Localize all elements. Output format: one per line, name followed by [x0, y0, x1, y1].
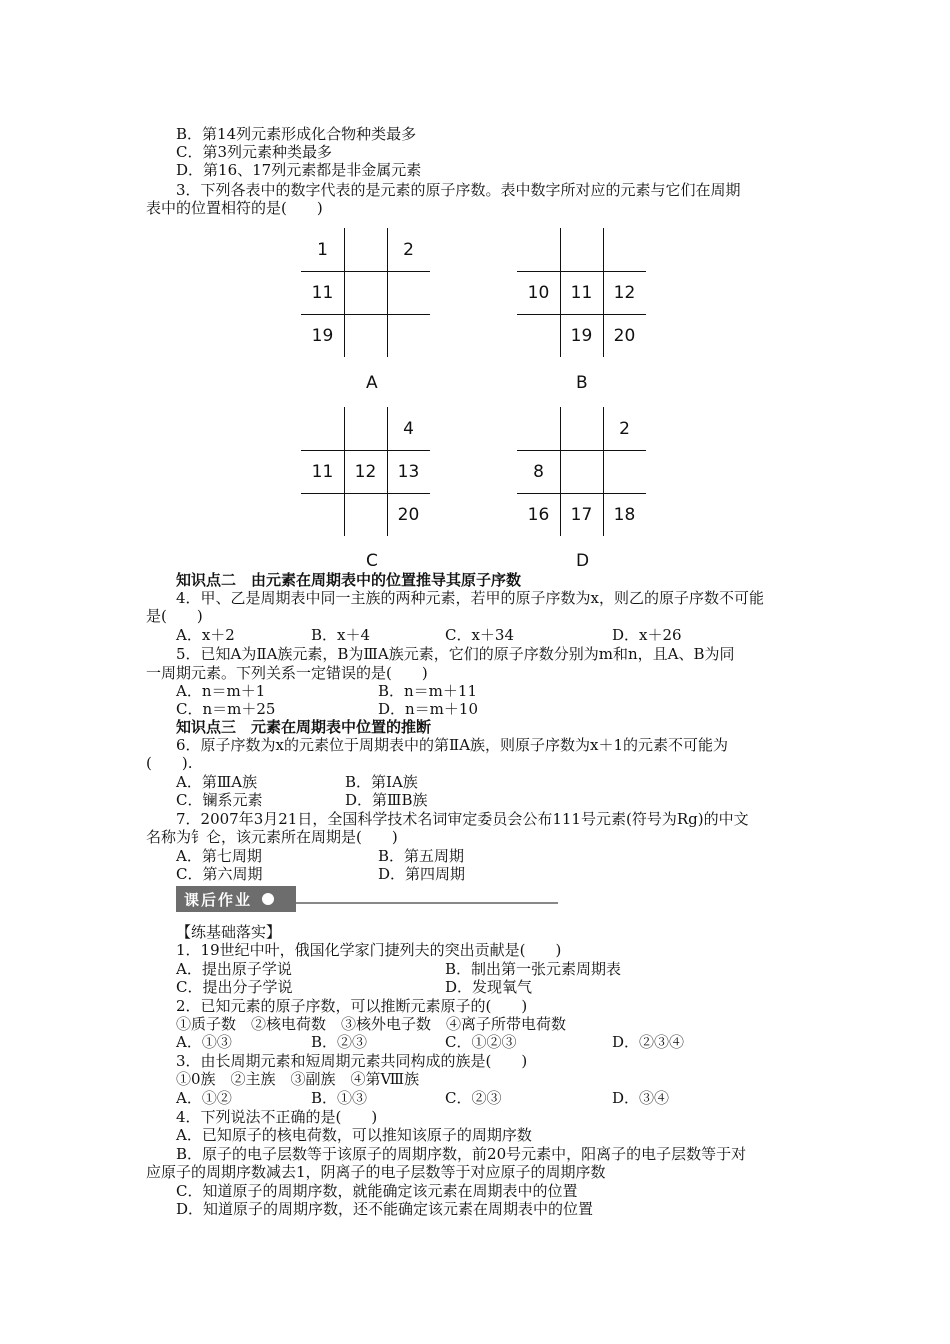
hw4-option-d: D．知道原子的周期序数，还不能确定该元素在周期表中的位置 — [176, 1200, 594, 1218]
table-cell: 19 — [311, 325, 334, 346]
q7-option-a: A．第七周期 — [176, 847, 262, 865]
table-cell: 17 — [570, 504, 593, 525]
question-6-stem: 6．原子序数为x的元素位于周期表中的第ⅡA族，则原子序数为x＋1的元素不可能为 — [176, 736, 729, 754]
section-4-heading: 【练基础落实】 — [176, 923, 282, 941]
section-2-heading: 知识点二 由元素在周期表中的位置推导其原子序数 — [176, 571, 522, 589]
q5-option-d: D．n＝m＋10 — [378, 700, 478, 718]
table-cell — [344, 407, 387, 450]
question-5-stem-cont: 一周期元素。下列关系一定错误的是( ) — [146, 664, 428, 682]
table-cell — [387, 314, 430, 357]
q4-option-a: A．x＋2 — [176, 626, 235, 644]
table-cell — [344, 271, 387, 314]
table-cell: 11 — [311, 282, 334, 303]
hw-question-2-items: ①质子数 ②核电荷数 ③核外电子数 ④离子所带电荷数 — [176, 1015, 567, 1033]
hw-question-3-items: ①0族 ②主族 ③副族 ④第Ⅷ族 — [176, 1070, 420, 1088]
table-cell: 2 — [403, 239, 414, 260]
hw3-option-a: A．①② — [176, 1089, 232, 1107]
divider — [296, 902, 558, 904]
periodic-table-a — [301, 228, 430, 357]
question-4-stem-cont: 是( ) — [146, 607, 203, 625]
table-cell — [387, 271, 430, 314]
table-cell — [301, 493, 344, 536]
table-cell: 11 — [311, 461, 334, 482]
table-d-label: D — [576, 551, 590, 571]
hw3-option-d: D．③④ — [612, 1089, 670, 1107]
table-cell: 20 — [613, 325, 636, 346]
option-c-text: C．第3列元素种类最多 — [176, 143, 333, 161]
table-cell: 20 — [397, 504, 420, 525]
question-4-stem: 4．甲、乙是周期表中同一主族的两种元素，若甲的原子序数为x，则乙的原子序数不可能 — [176, 589, 765, 607]
table-cell: 8 — [533, 461, 544, 482]
homework-banner — [176, 886, 296, 912]
table-cell — [517, 407, 560, 450]
table-cell: 18 — [613, 504, 636, 525]
table-cell: 1 — [317, 239, 328, 260]
periodic-table-d — [517, 407, 646, 536]
table-cell: 12 — [354, 461, 377, 482]
table-cell — [560, 228, 603, 271]
table-cell: 4 — [403, 418, 414, 439]
q6-option-b: B．第ⅠA族 — [345, 773, 418, 791]
table-cell — [344, 493, 387, 536]
table-cell: 11 — [570, 282, 593, 303]
table-cell: 12 — [613, 282, 636, 303]
hw2-option-b: B．②③ — [311, 1033, 368, 1051]
table-cell — [560, 407, 603, 450]
q6-option-a: A．第ⅢA族 — [176, 773, 258, 791]
table-cell — [603, 450, 646, 493]
question-3-stem: 3．下列各表中的数字代表的是元素的原子序数。表中数字所对应的元素与它们在周期 — [176, 181, 741, 199]
hw2-option-a: A．①③ — [176, 1033, 232, 1051]
question-6-stem-cont: ( ). — [146, 754, 193, 772]
question-7-stem: 7．2007年3月21日，全国科学技术名词审定委员会公布111号元素(符号为Rg)的中文 — [176, 810, 749, 828]
hw1-option-b: B．制出第一张元素周期表 — [445, 960, 622, 978]
table-cell: 10 — [527, 282, 550, 303]
hw-question-1-stem: 1．19世纪中叶，俄国化学家门捷列夫的突出贡献是( ) — [176, 941, 562, 959]
table-cell: 2 — [619, 418, 630, 439]
q7-option-d: D．第四周期 — [378, 865, 466, 883]
hw4-option-b-cont: 应原子的周期序数减去1，阴离子的电子层数等于对应原子的周期序数 — [146, 1163, 606, 1181]
hw4-option-b: B．原子的电子层数等于该原子的周期序数，前20号元素中，阳离子的电子层数等于对 — [176, 1145, 747, 1163]
table-cell — [560, 450, 603, 493]
question-7-stem-cont: 名称为钅仑，该元素所在周期是( ) — [146, 828, 398, 846]
q5-option-b: B．n＝m＋11 — [378, 682, 477, 700]
table-b-label: B — [576, 373, 588, 393]
hw-question-2-stem: 2．已知元素的原子序数，可以推断元素原子的( ) — [176, 997, 528, 1015]
table-cell — [603, 228, 646, 271]
q4-option-c: C．x＋34 — [445, 626, 515, 644]
hw1-option-a: A．提出原子学说 — [176, 960, 292, 978]
q4-option-d: D．x＋26 — [612, 626, 682, 644]
table-cell — [344, 228, 387, 271]
q5-option-c: C．n＝m＋25 — [176, 700, 276, 718]
q4-option-b: B．x＋4 — [311, 626, 371, 644]
hw4-option-c: C．知道原子的周期序数，就能确定该元素在周期表中的位置 — [176, 1182, 578, 1200]
table-cell — [301, 407, 344, 450]
q7-option-c: C．第六周期 — [176, 865, 263, 883]
q5-option-a: A．n＝m＋1 — [176, 682, 266, 700]
table-a-label: A — [366, 373, 378, 393]
option-b-text: B．第14列元素形成化合物种类最多 — [176, 125, 417, 143]
hw-question-4-stem: 4．下列说法不正确的是( ) — [176, 1108, 378, 1126]
hw1-option-c: C．提出分子学说 — [176, 978, 293, 996]
option-d-text: D．第16、17列元素都是非金属元素 — [176, 161, 422, 179]
hw2-option-c: C．①②③ — [445, 1033, 517, 1051]
q6-option-c: C．镧系元素 — [176, 791, 263, 809]
hw3-option-b: B．①③ — [311, 1089, 368, 1107]
q7-option-b: B．第五周期 — [378, 847, 465, 865]
periodic-table-b — [517, 228, 646, 357]
hw1-option-d: D．发现氧气 — [445, 978, 533, 996]
table-c-label: C — [366, 551, 378, 571]
table-cell: 13 — [397, 461, 420, 482]
banner-title: 课后作业 — [184, 890, 253, 909]
hw-question-3-stem: 3．由长周期元素和短周期元素共同构成的族是( ) — [176, 1052, 528, 1070]
periodic-table-c — [301, 407, 430, 536]
hw2-option-d: D．②③④ — [612, 1033, 685, 1051]
table-cell — [517, 314, 560, 357]
table-cell — [344, 314, 387, 357]
question-3-stem-cont: 表中的位置相符的是( ) — [146, 199, 323, 217]
hw4-option-a: A．已知原子的核电荷数，可以推知该原子的周期序数 — [176, 1126, 532, 1144]
table-cell — [517, 228, 560, 271]
section-3-heading: 知识点三 元素在周期表中位置的推断 — [176, 718, 432, 736]
table-cell: 19 — [570, 325, 593, 346]
circle-icon — [260, 891, 276, 907]
q6-option-d: D．第ⅢB族 — [345, 791, 428, 809]
question-5-stem: 5．已知A为ⅡA族元素，B为ⅢA族元素，它们的原子序数分别为m和n，且A、B为同 — [176, 645, 735, 663]
hw3-option-c: C．②③ — [445, 1089, 502, 1107]
table-cell: 16 — [527, 504, 550, 525]
